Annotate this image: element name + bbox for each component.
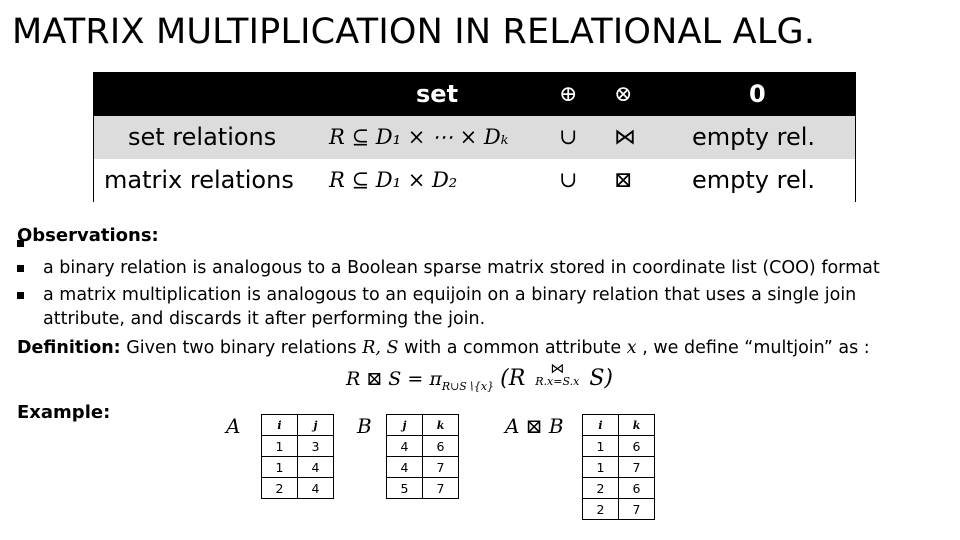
row-zero: empty rel.: [692, 166, 816, 194]
cell: 3: [298, 436, 334, 457]
column-header: k: [619, 415, 655, 436]
table-row: [583, 457, 655, 478]
matrix-ab-table: [582, 414, 655, 520]
header-set: set: [416, 80, 459, 108]
matrix-ab-name: A ⊠ B: [505, 414, 564, 438]
cell: 1: [262, 457, 298, 478]
table-row: [387, 436, 459, 457]
cell: 2: [583, 499, 619, 520]
cell: 4: [298, 457, 334, 478]
table-row: [583, 436, 655, 457]
row-plus: ∪: [559, 125, 578, 150]
row-label: set relations: [128, 123, 277, 151]
definition-text: Given two binary relations: [126, 338, 357, 358]
column-header: j: [298, 415, 334, 436]
row-label: matrix relations: [104, 166, 294, 194]
observation-item-continued: attribute, and discards it after performing the join.: [43, 309, 486, 329]
table-row: [262, 457, 334, 478]
cell: 7: [423, 457, 459, 478]
matrix-b-table: [386, 414, 459, 499]
definition-attr: x: [626, 338, 637, 358]
cell: 7: [423, 478, 459, 499]
table-row: [262, 436, 334, 457]
definition-text3: , we define “multjoin” as :: [642, 338, 870, 358]
row-set-expr: R ⊆ D₁ × ⋯ × Dₖ: [329, 125, 509, 149]
definition-line: [17, 336, 870, 360]
table-row: [262, 478, 334, 499]
definition-vars: R, S: [362, 338, 399, 358]
cell: 1: [583, 436, 619, 457]
cell: 6: [619, 436, 655, 457]
table-row: [583, 499, 655, 520]
cell: 4: [387, 436, 423, 457]
definition-label: Definition:: [17, 338, 121, 358]
cell: 2: [583, 478, 619, 499]
cell: 5: [387, 478, 423, 499]
semiring-table: [93, 72, 856, 202]
observation-item: a matrix multiplication is analogous to an equijoin on a binary relation that uses a single join: [43, 285, 857, 305]
cell: 7: [619, 457, 655, 478]
slide-title: MATRIX MULTIPLICATION IN RELATIONAL ALG.: [12, 12, 816, 52]
cell: 1: [583, 457, 619, 478]
cell: 4: [298, 478, 334, 499]
column-header: i: [583, 415, 619, 436]
join-operator: [531, 362, 583, 388]
row-times: ⋈: [614, 125, 636, 150]
cell: 6: [619, 478, 655, 499]
table-row: [94, 116, 855, 159]
header-plus: ⊕: [559, 82, 578, 107]
cell: 2: [262, 478, 298, 499]
column-header: j: [387, 415, 423, 436]
row-zero: empty rel.: [692, 123, 816, 151]
row-plus: ∪: [559, 168, 578, 193]
header-times: ⊗: [614, 82, 633, 107]
table-row: [583, 478, 655, 499]
matrix-a-table: [261, 414, 334, 499]
matrix-a-name: A: [226, 414, 241, 438]
cell: 7: [619, 499, 655, 520]
formula-open: (R: [500, 366, 526, 391]
table-row: [94, 159, 855, 202]
bullet-marker: [17, 265, 24, 272]
join-condition: R.x=S.x: [535, 375, 580, 388]
header-zero: 0: [749, 80, 766, 108]
formula-lhs: R ⊠ S = π: [346, 368, 442, 390]
formula-projection: R∪S∖{x}: [441, 379, 495, 393]
table-header-row: [94, 73, 855, 116]
column-header: k: [423, 415, 459, 436]
cell: 4: [387, 457, 423, 478]
formula-close: S): [589, 366, 614, 391]
row-set-expr: R ⊆ D₁ × D₂: [329, 168, 458, 192]
multjoin-formula: [346, 362, 613, 393]
matrix-b-name: B: [357, 414, 372, 438]
observations-heading: Observations:: [17, 225, 159, 246]
example-heading: Example:: [17, 402, 111, 423]
definition-text2: with a common attribute: [404, 338, 622, 358]
table-row: [387, 478, 459, 499]
cell: 6: [423, 436, 459, 457]
join-symbol: ⋈: [550, 361, 565, 377]
observation-item: a binary relation is analogous to a Boolean sparse matrix stored in coordinate list (COO) format: [43, 258, 880, 278]
cell: 1: [262, 436, 298, 457]
bullet-marker: [17, 292, 24, 299]
table-row: [387, 457, 459, 478]
row-times: ⊠: [614, 168, 633, 193]
column-header: i: [262, 415, 298, 436]
